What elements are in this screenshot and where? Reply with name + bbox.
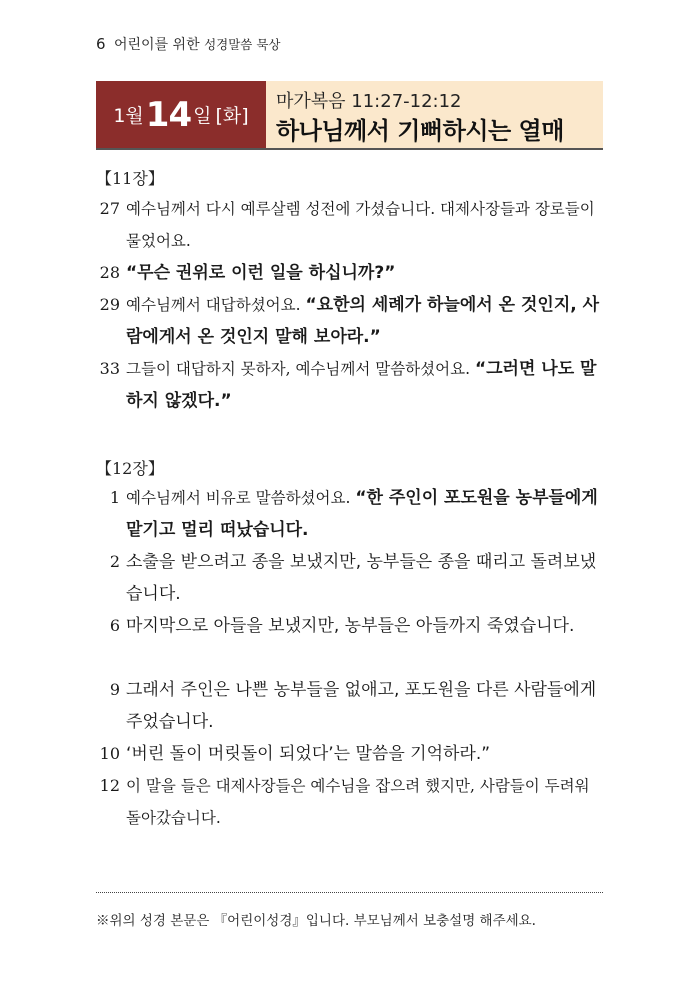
running-header (96, 34, 281, 54)
verse-text (126, 482, 606, 546)
speech: “그러면 나도 말하지 않겠다.” (126, 359, 597, 411)
verse-text: 이 말을 들은 대제사장들은 예수님을 잡으려 했지만, 사람들이 두려워 돌아갔습니다. (126, 777, 590, 827)
date-day: 14 (145, 94, 192, 135)
verse-number: 6 (109, 616, 120, 635)
verse-number: 27 (99, 199, 120, 218)
page-number: 6 (96, 35, 106, 53)
chapter-label-12: 【12장】 (96, 459, 164, 478)
chapter-label-11: 【11장】 (96, 169, 164, 188)
speech: “요한의 세례가 하늘에서 온 것인지, 사람에게서 온 것인지 말해 보아라.” (126, 295, 600, 347)
verse-number: 9 (109, 680, 120, 699)
title-banner (96, 81, 603, 148)
verse-text: “무슨 권위로 이런 일을 하십니까?” (126, 263, 396, 283)
book-subtitle: 성경말씀 묵상 (204, 37, 281, 52)
verse-9 (96, 674, 606, 738)
verse-number: 12 (99, 776, 120, 795)
verse-1 (96, 482, 606, 546)
verse-text: 마지막으로 아들을 보냈지만, 농부들은 아들까지 죽였습니다. (126, 616, 575, 636)
narration: 그들이 대답하지 못하자, 예수님께서 말씀하셨어요. (126, 360, 475, 378)
verse-33 (96, 353, 606, 417)
verse-number: 2 (109, 552, 120, 571)
title-divider (96, 148, 603, 150)
verse-number: 33 (99, 359, 120, 378)
verse-10 (96, 738, 606, 770)
speech: “한 주인이 포도원을 농부들에게 맡기고 멀리 떠났습니다. (126, 488, 598, 540)
verse-number: 28 (99, 263, 120, 282)
verse-28 (96, 257, 606, 289)
verse-text (126, 289, 606, 353)
footnote-divider (96, 892, 603, 893)
narration: 예수님께서 대답하셨어요. (126, 296, 306, 314)
verse-29 (96, 289, 606, 353)
verse-text (126, 353, 606, 417)
verse-text: 소출을 받으려고 종을 보냈지만, 농부들은 종을 때리고 돌려보냈습니다. (126, 552, 597, 604)
verse-text: 예수님께서 다시 예루살렘 성전에 가셨습니다. 대제사장들과 장로들이 물었어요. (126, 200, 595, 250)
verse-number: 10 (99, 744, 120, 763)
verse-6 (96, 610, 606, 642)
verse-2 (96, 546, 606, 610)
verse-text: 그래서 주인은 나쁜 농부들을 없애고, 포도원을 다른 사람들에게 주었습니다. (126, 680, 597, 732)
verse-text: ‘버린 돌이 머릿돌이 되었다’는 말씀을 기억하라.” (126, 744, 491, 764)
narration: 예수님께서 비유로 말씀하셨어요. (126, 489, 356, 507)
date-weekday: [화] (215, 105, 249, 127)
reading-box (266, 81, 603, 148)
page-title: 하나님께서 기뻐하시는 열매 (276, 117, 564, 145)
date-day-unit: 일 (193, 105, 212, 127)
scripture-reference: 마가복음 11:27-12:12 (276, 91, 462, 112)
book-title: 어린이를 위한 (114, 37, 200, 53)
verse-number: 1 (109, 488, 120, 507)
date-month: 1월 (113, 105, 144, 127)
footnote: ※위의 성경 본문은 『어린이성경』입니다. 부모님께서 보충설명 해주세요. (96, 913, 536, 929)
verse-27 (96, 193, 606, 257)
verse-number: 29 (99, 295, 120, 314)
verse-12 (96, 770, 606, 834)
date-box (96, 81, 266, 148)
